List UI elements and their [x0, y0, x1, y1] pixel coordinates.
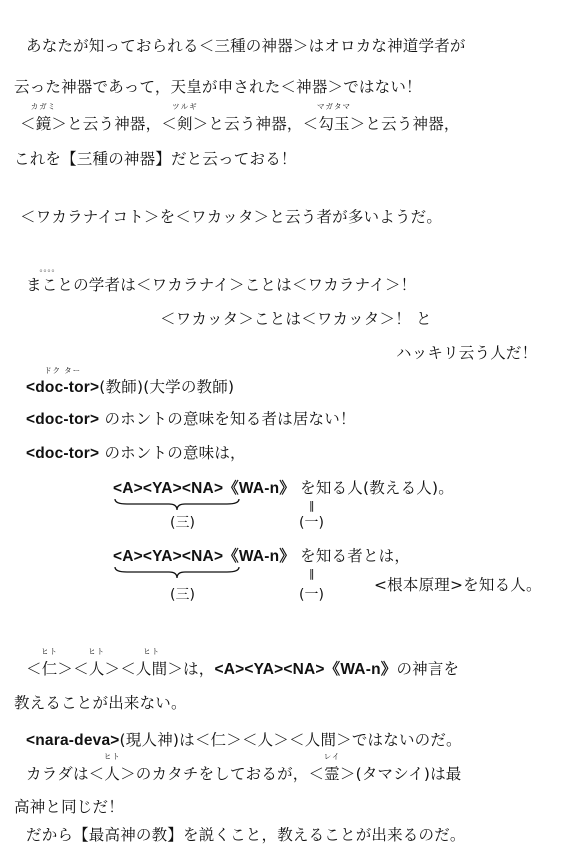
- para1-line3: [20, 102, 460, 133]
- text: ＞＜: [104, 660, 136, 678]
- kana: まこと: [26, 276, 74, 294]
- kanji: 人: [104, 765, 121, 783]
- text: ＜: [20, 115, 36, 133]
- ruby-magatama: [317, 102, 352, 133]
- para5-line1: [26, 647, 460, 679]
- brace-under-three: [113, 498, 241, 512]
- kanji: 剣: [177, 115, 193, 133]
- emphasis-dots: 。。。。: [39, 264, 60, 273]
- furigana: ヒト: [143, 647, 161, 656]
- text: の学者は＜ワカラナイ＞ことは＜ワカラナイ＞！: [73, 276, 417, 294]
- ruby-kagami: [30, 102, 57, 133]
- formula2-line: [113, 547, 410, 566]
- ruby-ningen: [135, 647, 168, 678]
- para5-line5: 高神と同じだ！: [14, 798, 124, 816]
- text: を知る者とは，: [300, 547, 411, 565]
- emphasis-makoto: [26, 264, 74, 294]
- para4-line3: [26, 444, 246, 463]
- formula-latin: <A><YA><NA>《WA-n》: [214, 661, 397, 678]
- furigana: ヒト: [103, 752, 121, 761]
- text: ＞と云う神器，＜: [51, 115, 178, 133]
- ruby-doctor: [26, 366, 100, 397]
- label-three: (三): [170, 587, 195, 603]
- para5-line4: [26, 752, 462, 783]
- para4-line1: [26, 366, 235, 397]
- label-three: (三): [170, 515, 195, 531]
- text: ＞＜: [57, 660, 89, 678]
- formula2-line2: <根本原理>を知る人。: [374, 576, 542, 594]
- text: のホントの意味を知る者は居ない！: [104, 410, 356, 428]
- furigana: マガタマ: [317, 102, 352, 111]
- para3-line2: ＜ワカッタ＞ことは＜ワカッタ＞！ と: [160, 310, 432, 328]
- equal-bar: ‖: [309, 567, 315, 580]
- latin-term: <doc-tor>: [26, 411, 100, 428]
- brace-under-three: [113, 566, 241, 580]
- ruby-hito: [103, 752, 121, 783]
- ruby-tsurugi: [172, 102, 198, 133]
- ruby-rei: [323, 752, 341, 783]
- text: ＜: [26, 660, 42, 678]
- para3-line3: ハッキリ云う人だ！: [396, 344, 538, 362]
- furigana: レイ: [323, 752, 341, 761]
- text: (現人神)は＜仁＞＜人＞＜人間＞ではないのだ。: [119, 731, 462, 749]
- text: ＞(タマシイ)は最: [339, 765, 462, 783]
- text: (教師)(大学の教師): [99, 378, 235, 396]
- furigana: ヒト: [88, 647, 106, 656]
- kanji: 人間: [135, 660, 168, 678]
- ruby-hito: [88, 647, 106, 678]
- label-one: (一): [299, 515, 324, 531]
- text: のホントの意味は，: [104, 444, 246, 462]
- para1-line1: あなたが知っておられる＜三種の神器＞はオロカな神道学者が: [26, 37, 466, 55]
- latin-term: <doc-tor>: [26, 445, 100, 462]
- ruby-jin: [41, 647, 59, 678]
- kanji: 霊: [324, 765, 340, 783]
- kanji: 勾玉: [318, 115, 350, 133]
- para3-line1: [26, 264, 417, 294]
- text: を知る人(教える人)。: [300, 479, 454, 497]
- text: ＞と云う神器，: [349, 115, 460, 133]
- text: ＞は，: [167, 660, 215, 678]
- text: ＞と云う神器，＜: [192, 115, 319, 133]
- para4-line2: [26, 410, 356, 429]
- text: ＞のカタチをしておるが，＜: [120, 765, 325, 783]
- kanji: 鏡: [35, 115, 52, 133]
- label-one: (一): [299, 587, 324, 603]
- para2-line1: ＜ワカラナイコト＞を＜ワカッタ＞と云う者が多いようだ。: [20, 208, 443, 226]
- furigana: ツルギ: [172, 102, 198, 111]
- para1-line4: これを【三種の神器】だと云っておる！: [14, 150, 297, 168]
- para5-line6: だから【最高神の教】を説くこと，教えることが出来るのだ。: [26, 826, 466, 844]
- text: の神言を: [396, 660, 460, 678]
- kanji: 人: [88, 660, 105, 678]
- furigana: ドク ター: [44, 366, 82, 375]
- formula1-line: [113, 479, 454, 498]
- equal-bar: ‖: [309, 499, 315, 512]
- formula-latin: <A><YA><NA>《WA-n》: [113, 548, 295, 565]
- formula-latin: <A><YA><NA>《WA-n》: [113, 480, 295, 497]
- furigana: ヒト: [41, 647, 59, 656]
- furigana: カガミ: [30, 102, 57, 111]
- para1-line2: 云った神器であって，天皇が申された＜神器＞ではない！: [14, 78, 422, 96]
- latin-term: <doc-tor>: [26, 379, 100, 396]
- text: カラダは＜: [26, 765, 105, 783]
- latin-term: <nara-deva>: [26, 732, 120, 749]
- para5-line3: [26, 731, 462, 750]
- para5-line2: 教えることが出来ない。: [14, 694, 187, 712]
- kanji: 仁: [41, 660, 58, 678]
